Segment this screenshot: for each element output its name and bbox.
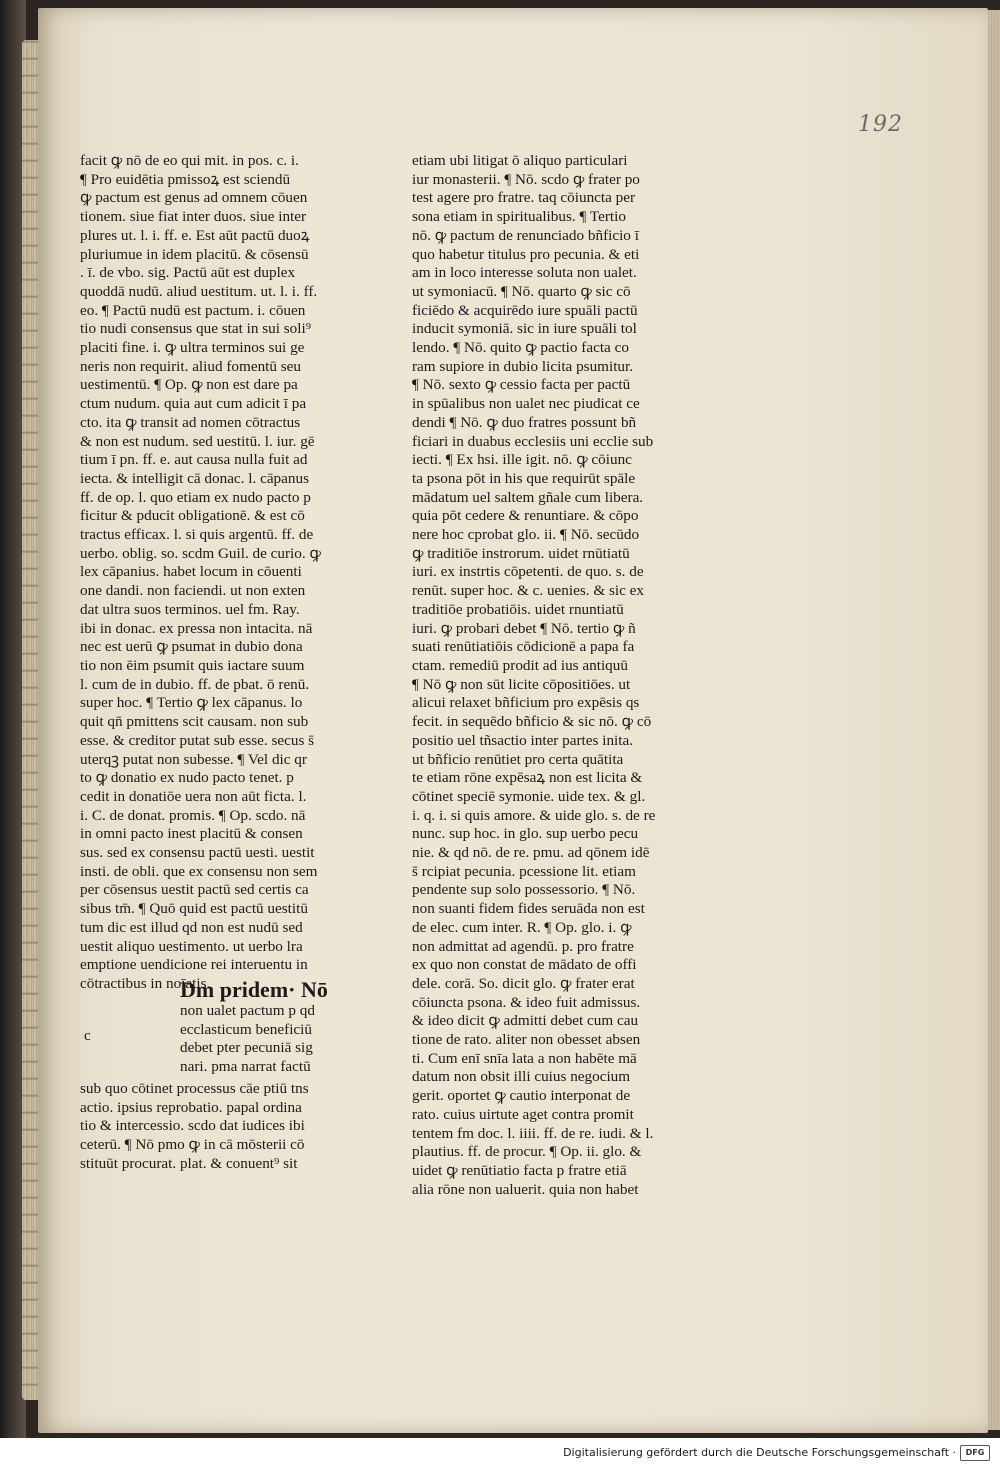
left-column-continuation — [80, 1080, 380, 1174]
left-column-line: tium ī pn. ff. e. aut causa nulla fuit ad — [80, 451, 308, 469]
right-column-line: mādatum uel saltem gñale cum libera. — [412, 488, 644, 506]
folio-number: 192 — [858, 112, 903, 137]
left-column-line: . ī. de vbo. sig. Pactū aūt est duplex — [80, 264, 296, 282]
right-column-line: gerit. oportet ꝙ cautio interponat de — [412, 1087, 631, 1105]
left-column-line: quoddā nudū. aliud uestitum. ut. l. i. ff. — [80, 282, 318, 300]
left-column-line: facit ꝙ nō de eo qui mit. in pos. c. i. — [80, 152, 299, 169]
left-column-line: eo. ¶ Pactū nudū est pactum. i. cōuen — [80, 301, 306, 319]
right-column-line: test agere pro fratre. taq cōiuncta per — [412, 189, 636, 207]
right-column-line: alicui relaxet bñficium pro expēsis qs — [412, 694, 640, 712]
right-column-line: ut symoniacū. ¶ Nō. quarto ꝙ sic cō — [412, 282, 631, 300]
left-column-line: ficitur & pducit obligationē. & est cō — [80, 507, 305, 525]
right-column-line: dendi ¶ Nō. ꝙ duo fratres possunt bñ — [412, 413, 637, 431]
right-column-line: non admittat ad agendū. p. pro fratre — [412, 937, 634, 955]
left-column-line: super hoc. ¶ Tertio ꝙ lex cāpanus. lo — [80, 694, 303, 712]
left-column-line: & non est nudum. sed uestitū. l. iur. gē — [80, 432, 315, 450]
right-column-line: inducit symoniā. sic in iure spuāli tol — [412, 320, 637, 338]
left-column-line: placiti fine. i. ꝙ ultra terminos sui ge — [80, 339, 305, 357]
right-column-line: nie. & qd nō. de re. pmu. ad qōnem idē — [412, 844, 650, 862]
left-column-line: tio nudi consensus que stat in sui soli⁹ — [80, 320, 311, 338]
left-column-line: tionem. siue fiat inter duos. siue inter — [80, 208, 307, 226]
right-column-line: nere hoc cprobat glo. ii. ¶ Nō. secūdo — [412, 526, 640, 544]
right-column-line: pendente sup solo possessorio. ¶ Nō. — [412, 881, 636, 899]
right-column-line: & ideo dicit ꝙ admitti debet cum cau — [412, 1012, 639, 1030]
right-column-line: rato. cuius uirtute aget contra promit — [412, 1105, 634, 1123]
right-column-line: de elec. cum inter. R. ¶ Op. glo. i. ꝙ — [412, 918, 632, 936]
right-column-line: etiam ubi litigat ō aliquo particulari — [412, 152, 628, 169]
right-column-line: tentem fm doc. l. iiii. ff. de re. iudi. & l. — [412, 1124, 654, 1142]
left-column-line: i. C. de donat. promis. ¶ Op. scdo. nā — [80, 806, 306, 824]
left-column-line: sus. sed ex consensu pactū uesti. uestit — [80, 844, 315, 862]
left-column-line: uterqꝫ putat non subesse. ¶ Vel dic qr — [80, 750, 307, 768]
heading-line: nari. pma narrat factū — [180, 1058, 311, 1076]
right-column-line: ta psona pōt in his que requirūt spāle — [412, 469, 636, 487]
right-column-line: ficiēdo & acquirēdo iure spuāli pactū — [412, 301, 638, 319]
right-column-line: datum non obsit illi cuius negocium — [412, 1068, 631, 1086]
left-column-line: ibi in donac. ex pressa non intacita. nā — [80, 619, 313, 637]
left-column-line: ꝙ pactum est genus ad omnem cōuen — [80, 189, 308, 207]
left-column-text — [80, 152, 380, 994]
heading-line: non ualet pactum p qd — [180, 1002, 315, 1019]
right-column-line: dele. corā. So. dicit glo. ꝙ frater erat — [412, 974, 635, 992]
right-column-line: positio uel tñsactio inter partes inita. — [412, 731, 634, 749]
left-column-line: in omni pacto inest placitū & consen — [80, 825, 303, 843]
left-column-tail-line: ceterū. ¶ Nō pmo ꝙ in cā mōsterii cō — [80, 1136, 305, 1154]
left-column-line: ff. de op. l. quo etiam ex nudo pacto p — [80, 488, 311, 506]
left-column-line: one dandi. non faciendi. ut non exten — [80, 582, 306, 600]
left-column-line: neris non requirit. aliud fomentū seu — [80, 357, 302, 375]
left-column-line: esse. & creditor putat sub esse. secus s̄ — [80, 731, 315, 749]
left-column-line: lex cāpanius. habet locum in cōuenti — [80, 563, 302, 581]
left-column-line: uerbo. oblig. so. scdm Guil. de curio. ꝙ — [80, 544, 321, 562]
left-column-line: tum dic est illud qd non est nudū sed — [80, 918, 303, 936]
right-column-line: lendo. ¶ Nō. quito ꝙ pactio facta co — [412, 339, 629, 357]
heading-line: debet pter pecuniā sig — [180, 1039, 313, 1057]
section-heading — [180, 978, 380, 1077]
left-column-tail-line: actio. ipsius reprobatio. papal ordina — [80, 1098, 302, 1116]
left-column-line: to ꝙ donatio ex nudo pacto tenet. p — [80, 769, 294, 787]
right-column-line: iecti. ¶ Ex hsi. ille igit. nō. ꝙ cōiunc — [412, 451, 632, 469]
right-column-line: tione de rato. aliter non obesset absen — [412, 1031, 641, 1049]
left-column-line: cto. ita ꝙ transit ad nomen cōtractus — [80, 413, 301, 431]
left-column-tail-line: sub quo cōtinet processus cāe ptiū tns — [80, 1080, 309, 1097]
heading-line: ecclasticum beneficiū — [180, 1020, 312, 1038]
right-column-line: iuri. ꝙ probari debet ¶ Nō. tertio ꝙ ñ — [412, 619, 636, 637]
right-column-line: ctam. remediū prodit ad ius antiquū — [412, 656, 628, 674]
right-column-line: i. q. i. si quis amore. & uide glo. s. de re — [412, 806, 656, 824]
right-column-line: cōtinet speciē symonie. uide tex. & gl. — [412, 787, 646, 805]
right-column-line: nō. ꝙ pactum de renunciado bñficio ī — [412, 226, 639, 244]
right-column-line: non suanti fidem fides seruāda non est — [412, 900, 645, 918]
right-column-line: plautius. ff. de procur. ¶ Op. ii. glo. & — [412, 1143, 642, 1161]
right-column-line: cōiuncta psona. & ideo fuit admissus. — [412, 993, 641, 1011]
right-column-line: iuri. ex instrtis cōpetenti. de quo. s. de — [412, 563, 644, 581]
left-column-line: uestit aliquo uestimento. ut uerbo lra — [80, 937, 303, 955]
marginal-letter: c — [84, 1028, 91, 1044]
right-column-text — [412, 152, 702, 1199]
right-column-line: traditiōe probatiōis. uidet rnuntiatū — [412, 600, 624, 618]
left-column-line: insti. de obli. que ex consensu non sem — [80, 862, 318, 880]
left-column-line: cedit in donatiōe uera non aūt ficta. l. — [80, 787, 307, 805]
footer-credit-text: Digitalisierung gefördert durch die Deutsche Forschungsgemeinschaft · — [563, 1446, 956, 1459]
right-column-line: ti. Cum enī snīa lata a non habēte mā — [412, 1049, 637, 1067]
left-column-tail-line: stituūt procurat. plat. & conuent⁹ sit — [80, 1154, 298, 1172]
left-column-line: uestimentū. ¶ Op. ꝙ non est dare pa — [80, 376, 298, 394]
right-column-line: sona etiam in spiritualibus. ¶ Tertio — [412, 208, 626, 226]
left-column-line: nec est uerū ꝙ psumat in dubio dona — [80, 638, 303, 656]
left-column-line: l. cum de in dubio. ff. de pbat. ō renū. — [80, 675, 310, 693]
left-column-line: dat ultra suos terminos. uel fm. Ray. — [80, 600, 300, 618]
left-column-line: tio non ēim psumit quis iactare suum — [80, 656, 305, 674]
left-column-line: tractus efficax. l. si quis argentū. ff. de — [80, 526, 314, 544]
right-column-line: ꝙ traditiōe instrorum. uidet rnūtiatū — [412, 544, 630, 562]
right-column-line: ¶ Nō ꝙ non sūt licite cōpositiōes. ut — [412, 675, 631, 693]
left-column-line: per cōsensus uestit pactū sed certis ca — [80, 881, 309, 899]
right-column-line: ficiari in duabus ecclesiis uni ecclie sub — [412, 432, 654, 450]
right-column-line: ram supiore in dubio licita psumitur. — [412, 357, 634, 375]
left-column-line: quit qn̄ pmittens scit causam. non sub — [80, 713, 309, 731]
right-column-line: te etiam rōne expēsaꝝ non est licita & — [412, 769, 643, 787]
left-column-line: sibus tm̄. ¶ Quō quid est pactū uestitū — [80, 900, 308, 918]
right-column-line: am in loco interesse soluta non ualet. — [412, 264, 637, 282]
right-column-line: uidet ꝙ renūtiatio facta p fratre etiā — [412, 1161, 627, 1179]
left-column-line: pluriumue in idem placitū. & cōsensū — [80, 245, 309, 263]
right-column-line: renūt. super hoc. & c. uenies. & sic ex — [412, 582, 644, 600]
left-column-line: ctum nudum. quia aut cum adicit ī pa — [80, 395, 307, 413]
left-column-line: iecta. & intelligit cā donac. l. cāpanus — [80, 469, 309, 487]
right-column-line: nunc. sup hoc. in glo. sup uerbo pecu — [412, 825, 639, 843]
left-column-line: emptione uendicione rei interuentu in — [80, 956, 308, 974]
left-column-line: cōtractibus in noīatis. — [80, 974, 211, 992]
right-column-line: ut bñficio renūtiet pro certa quātita — [412, 750, 624, 768]
right-column-line: quo habetur titulus pro pecunia. & eti — [412, 245, 640, 263]
left-column-line: plures ut. l. i. ff. e. Est aūt pactū duoꝝ — [80, 226, 310, 244]
right-column-line: ¶ Nō. sexto ꝙ cessio facta per pactū — [412, 376, 631, 394]
dfg-logo: DFG — [960, 1445, 990, 1461]
right-column-line: quia pōt cedere & renuntiare. & cōpo — [412, 507, 639, 525]
right-column-line: in spūalibus non ualet nec piudicat ce — [412, 395, 640, 413]
right-column-line: suati renūtiatiōis cōdicionē a papa fa — [412, 638, 635, 656]
right-column-line: s̄ rcipiat pecunia. pcessione lit. etiam — [412, 862, 636, 880]
right-column-line: ex quo non constat de mādato de offi — [412, 956, 637, 974]
right-column-line: fecit. in sequēdo bñficio & sic nō. ꝙ cō — [412, 713, 652, 731]
right-column-line: alia rōne non ualuerit. quia non habet — [412, 1180, 639, 1198]
left-column-tail-line: tio & intercessio. scdo dat iudices ibi — [80, 1117, 305, 1135]
heading-line: Dm pridem· Nō — [180, 977, 328, 1002]
left-column-line: ¶ Pro euidētia pmissoꝝ est sciendū — [80, 170, 291, 188]
right-column-line: iur monasterii. ¶ Nō. scdo ꝙ frater po — [412, 170, 640, 188]
